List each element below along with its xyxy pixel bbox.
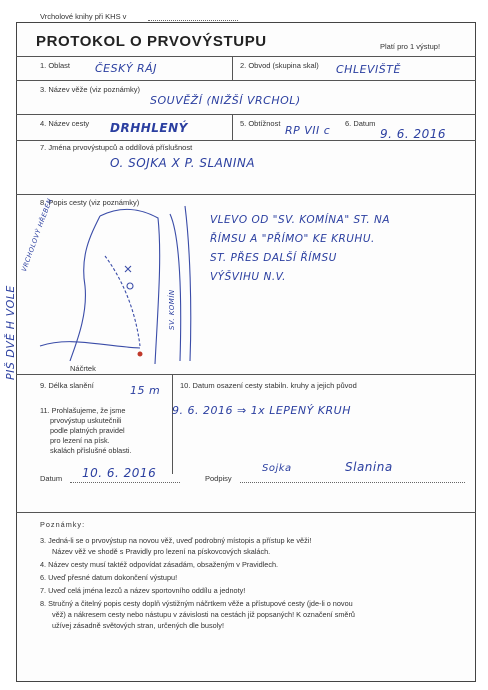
- field-5-value[interactable]: RP VII c: [285, 124, 331, 137]
- divider: [16, 80, 476, 81]
- field-7-label: 7. Jména prvovýstupců a oddílová příslušnost: [40, 143, 193, 152]
- divider: [16, 194, 476, 195]
- divider: [16, 56, 476, 57]
- header-dotted-line: [148, 20, 238, 21]
- divider: [16, 114, 476, 115]
- note-item: užívej zásadně světových stran, určených dle busoly!: [52, 621, 224, 630]
- start-mark: [138, 352, 143, 357]
- declaration-line: podle platných pravidel: [50, 426, 125, 435]
- validity-note: Platí pro 1 výstup!: [380, 42, 441, 51]
- divider: [172, 374, 173, 474]
- divider: [16, 374, 476, 375]
- route-description-line[interactable]: ŘÍMSU A "PŘÍMO" KE KRUHU.: [210, 233, 375, 245]
- note-item: 6. Uveď přesné datum dokončení výstupu!: [40, 573, 178, 582]
- route-sketch: [30, 196, 210, 372]
- declaration-line: 11. Prohlašujeme, že jsme: [40, 406, 126, 415]
- field-10-label: 10. Datum osazení cesty stabiln. kruhy a jejich původ: [180, 381, 357, 390]
- ledge-line: [40, 342, 140, 348]
- margin-note: PIŠ DVĚ H VOLE: [4, 285, 17, 380]
- divider: [232, 114, 233, 140]
- route-description-line[interactable]: VLEVO OD "SV. KOMÍNA" ST. NA: [210, 214, 391, 226]
- note-item: 7. Uveď celá jména lezců a název sportovního oddílu a jednoty!: [40, 586, 246, 595]
- route-description-line[interactable]: ST. PŘES DALŠÍ ŘÍMSU: [210, 252, 337, 264]
- chimney-line: [185, 206, 191, 361]
- declaration-line: pro lezení na písk.: [50, 436, 110, 445]
- field-4-value[interactable]: DRHHLENÝ: [110, 121, 188, 135]
- declaration-line: prvovýstup uskutečnili: [50, 416, 122, 425]
- sketch-chimney-label: SV. KOMÍN: [168, 289, 176, 330]
- signature-line: [240, 482, 465, 483]
- field-8-label: 8. Popis cesty (viz poznámky): [40, 198, 140, 207]
- field-9-label: 9. Délka slanění: [40, 381, 94, 390]
- note-item: věž) a nákresem cesty nebo nástupu v závislosti na cestách již popsaných! K označení směrů: [52, 610, 355, 619]
- page-title: PROTOKOL O PRVOVÝSTUPU: [36, 33, 267, 50]
- note-item: Název věž ve shodě s Pravidly pro lezení na pískovcových skalách.: [52, 547, 271, 556]
- sketch-route-label: VRCHOLOVÝ HŘEBEN: [20, 197, 55, 273]
- notes-heading: Poznámky:: [40, 520, 86, 529]
- date-label: Datum: [40, 474, 63, 483]
- ring-mark: [127, 283, 133, 289]
- rock-outline: [70, 216, 100, 361]
- note-item: 4. Název cesty musí taktéž odpovídat zásadám, obsaženým v Pravidlech.: [40, 560, 279, 569]
- note-item: 3. Jedná-li se o prvovýstup na novou věž, uveď podrobný místopis a přístup ke věži!: [40, 536, 312, 545]
- route-line: [105, 256, 140, 346]
- header-top-line: Vrcholové knihy při KHS v: [40, 12, 127, 21]
- field-6-label: 6. Datum: [345, 119, 376, 128]
- field-3-value[interactable]: SOUVĚŽÍ (NIŽŠÍ VRCHOL): [150, 94, 301, 107]
- field-1-label: 1. Oblast: [40, 61, 71, 70]
- field-2-label: 2. Obvod (skupina skal): [240, 61, 319, 70]
- field-4-label: 4. Název cesty: [40, 119, 90, 128]
- field-10-value[interactable]: 9. 6. 2016 ⇒ 1x LEPENÝ KRUH: [172, 404, 351, 417]
- sketch-label: Náčrtek: [70, 364, 96, 373]
- field-5-label: 5. Obtížnost: [240, 119, 281, 128]
- field-2-value[interactable]: CHLEVIŠTĚ: [336, 63, 401, 76]
- divider: [16, 512, 476, 513]
- date-value[interactable]: 10. 6. 2016: [82, 466, 157, 480]
- signatures-label: Podpisy: [205, 474, 232, 483]
- date-line: [70, 482, 180, 483]
- route-description-line[interactable]: VÝŠVIHU N.V.: [210, 271, 286, 283]
- signature-1: Sojka: [262, 463, 292, 474]
- field-7-value[interactable]: O. SOJKA X P. SLANINA: [110, 156, 256, 170]
- rock-outline: [100, 209, 160, 364]
- divider: [232, 56, 233, 80]
- declaration-line: skalách příslušné oblasti.: [50, 446, 132, 455]
- field-6-value[interactable]: 9. 6. 2016: [380, 127, 447, 141]
- field-1-value[interactable]: ČESKÝ RÁJ: [95, 62, 157, 75]
- signature-2: Slanina: [345, 460, 393, 474]
- field-9-value[interactable]: 15 m: [130, 384, 161, 397]
- field-3-label: 3. Název věže (viz poznámky): [40, 85, 141, 94]
- note-item: 8. Stručný a čitelný popis cesty doplň výstižným náčrtkem věže a přístupové cesty (jde-li o novou: [40, 599, 353, 608]
- chimney-line: [170, 214, 181, 361]
- cross-mark: [125, 266, 131, 272]
